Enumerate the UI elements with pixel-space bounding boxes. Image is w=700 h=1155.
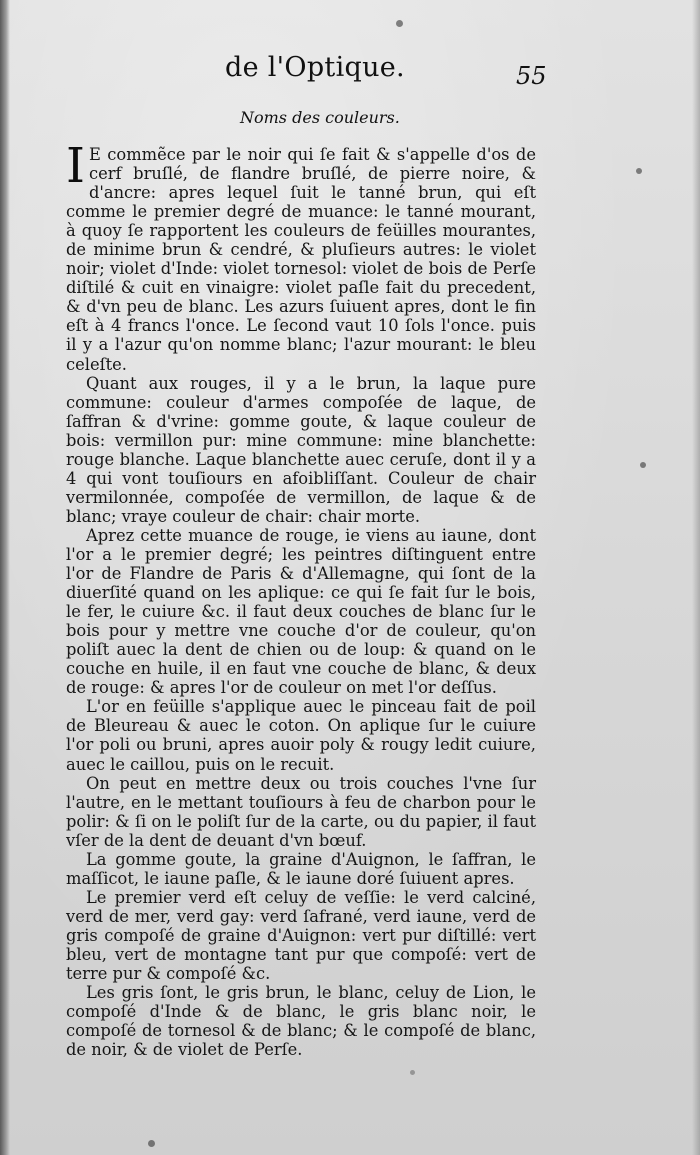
paragraph: Aprez cette muance de rouge, ie viens au iaune, dont l'or a le premier degré; les peintres diſtinguent entre l'or de Flandre de Paris & d'Allemagne, qui ſont de la diuerſité quand on les aplique: ce qui ſe fait ſur le bois, le fer, le cuiure &c. il faut deux couches de blanc ſur le bois pour y mettre vne couche d'or de couleur, qu'on poliſt auec la dent de chien ou de loup: & quand on le couche en huile, il en faut vne couche de blanc, & deux de rouge: & apres l'or de couleur on met l'or deſſus. [66,525,536,698]
drop-capital: I [66,138,85,194]
paragraph: La gomme goute, la graine d'Auignon, le ſaffran, le maſſicot, le iaune paſle, & le iaune doré ſuiuent apres. [66,849,536,888]
ink-spot [636,168,642,174]
ink-spot [410,1070,415,1075]
paragraph-text: E commẽce par le noir qui ſe fait & s'appelle d'os de cerf bruſlé, de flandre bruſlé, de pierre noire, & d'ancre: apres lequel ſuit le tanné brun, qui eſt comme le premier degré de muance: le tanné mourant, à quoy ſe rapportent les couleurs de feüilles mourantes, de minime brun & cendré, & pluſieurs autres: le violet noir; violet d'Inde: violet tornesol: violet de bois de Perſe diſtilé & cuit en vinaigre: violet paſle fait du precedent, & d'vn peu de blanc. Les azurs ſuiuent apres, dont le fin eſt à 4 francs l'once. Le ſecond vaut 10 ſols l'once. puis il y a l'azur qu'on nomme blanc; l'azur mourant: le bleu celeſte. [66,145,536,374]
binding-gutter [0,0,10,1155]
ink-spot [640,462,646,468]
paragraph [66,138,536,374]
ink-spot [148,1140,155,1147]
running-head-title: de l'Optique. [225,52,405,83]
paragraph: L'or en feüille s'applique auec le pinceau fait de poil de Bleureau & auec le coton. On aplique ſur le cuiure l'or poli ou bruni, apres auoir poly & rougy ledit cuiure, auec le caillou, puis on le recuit. [66,697,536,774]
paragraph: On peut en mettre deux ou trois couches l'vne ſur l'autre, en le mettant touſiours à feu de charbon pour le polir: & ſi on le poliſt ſur de la carte, ou du papier, il faut vſer de la dent de deuant d'vn bœuf. [66,773,536,850]
ink-spot [396,20,403,27]
paragraph: Quant aux rouges, il y a le brun, la laque pure commune: couleur d'armes compoſée de laque, de ſaffran & d'vrine: gomme goute, & laque couleur de bois: vermillon pur: mine commune: mine blanchette: rouge blanche. Laque blanchette auec ceruſe, dont il y a 4 qui vont touſiours en afoibliſſant. Couleur de chair vermilonnée, compoſée de vermillon, de laque & de blanc; vraye couleur de chair: chair morte. [66,373,536,526]
paragraph: Les gris ſont, le gris brun, le blanc, celuy de Lion, le compoſé d'Inde & de blanc, le gris blanc noir, le compoſé de tornesol & de blanc; & le compoſé de blanc, de noir, & de violet de Perſe. [66,983,536,1060]
page-number: 55 [516,62,547,90]
paragraph: Le premier verd eſt celuy de veſſie: le verd calciné, verd de mer, verd gay: verd ſafrané, verd iaune, verd de gris compoſé de graine d'Auignon: vert pur diſtillé: vert bleu, vert de montagne tant pur que compoſé: vert de terre pur & compoſé &c. [66,887,536,984]
body-text [66,138,536,1060]
section-subtitle: Noms des couleurs. [240,108,400,127]
page-edge-shadow [692,0,700,1155]
